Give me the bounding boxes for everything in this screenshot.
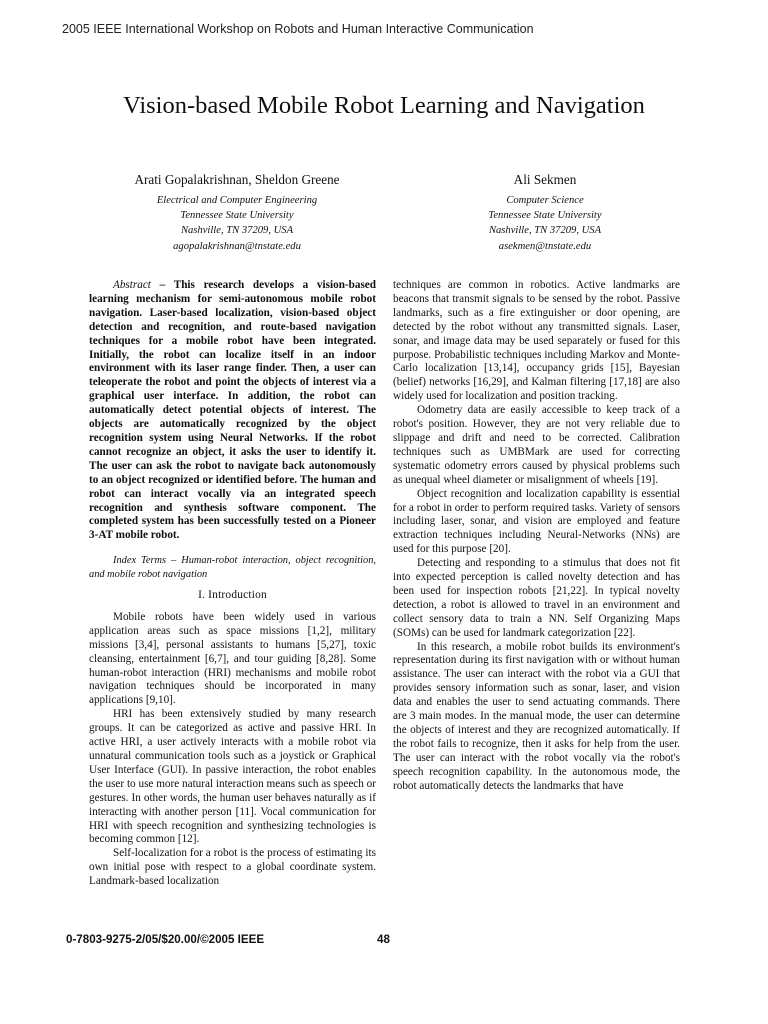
right-column: [393, 279, 680, 794]
paragraph: techniques are common in robotics. Active landmarks are beacons that transmit signals to be sensed by the robot. Passive landmarks, such as a fire extinguisher or door opening, are detected by the robot without any transmitted signals. Laser, sonar, and image data may be used separately or fused for this purpose. Probabilistic techniques including Markov and Monte-Carlo localization [13,14], occupancy grids [15], Bayesian (belief) networks [16,29], and Kalman filtering [17,18] are also widely used for localization and position tracking.: [393, 279, 680, 403]
abstract-lead: Abstract: [113, 279, 151, 291]
footer-isbn: 0-7803-9275-2/05/$20.00/©2005 IEEE: [66, 933, 265, 946]
author-email: agopalakrishnan@tnstate.edu: [173, 241, 301, 252]
paragraph: Mobile robots have been widely used in various application areas such as space missions [1,2], military missions [3,4], personal assistants to humans [5,27], toxic cleansing, entertainment [6,7], and tour guiding [8,28]. Some human-robot interaction (HRI) mechanisms and mobile robot navigation techniques should be incorporated in many applications [9,10].: [89, 610, 376, 707]
author-names: Arati Gopalakrishnan, Sheldon Greene: [134, 172, 340, 187]
page-number: 48: [377, 933, 390, 946]
author-location: Nashville, TN 37209, USA: [488, 225, 602, 236]
paragraph: Detecting and responding to a stimulus that does not fit into expected perception is called novelty detection and has been used for inspection robots [21,22]. In typical novelty detection, a robot is allowed to travel in an environment and collect sensory data to train a NN. Self Organizing Maps (SOMs) can be used for landmark categorization [22].: [393, 557, 680, 639]
conference-header: 2005 IEEE International Workshop on Robots and Human Interactive Communication: [62, 22, 534, 36]
paragraph: Self-localization for a robot is the process of estimating its own initial pose with respect to a global coordinate system. Landmark-based localization: [89, 847, 376, 888]
paragraph: Object recognition and localization capability is essential for a robot in order to perform required tasks. Variety of sensors including laser, sonar, and vision are employed and feature extraction techniques including Neural-Networks (NNs) are used for this purpose [20].: [393, 487, 680, 556]
abstract-text: – This research develops a vision-based learning mechanism for semi-autonomous mobile robot navigation. Laser-based localization, vision-based object detection and recognition, and route-based navigation techniques for a mobile robot have been integrated. Initially, the robot can localize itself in an indoor environment with its laser range finder. Then, a user can teleoperate the robot and point the objects of interest via a graphical user interface. In addition, the robot can automatically detect potential objects of interest. The objects are automatically recognized by the object recognition system using Neural Networks. If the robot cannot recognize an object, it asks the user to identify it. The user can ask the robot to navigate back autonomously to an object recognized or identified before. The human and robot can interact vocally via an integrated speech recognition and synthesis software component. The completed system has been successfully tested on a Pioneer 3-AT mobile robot.: [89, 279, 376, 542]
author-names: Ali Sekmen: [513, 172, 577, 187]
author-block-1: [100, 170, 374, 254]
paragraph: Odometry data are easily accessible to keep track of a robot's position. However, they are not very reliable due to slippage and drift and need to be corrected. Calibration techniques such as UMBMark are used for correcting systematic odometry errors caused by physical problems such as unequal wheel diameter or misalignment of wheels [19].: [393, 404, 680, 486]
author-department: Computer Science: [506, 195, 584, 206]
paper-title: Vision-based Mobile Robot Learning and Navigation: [123, 92, 645, 119]
paragraph: In this research, a mobile robot builds its environment's representation during its first navigation with or without human assistance. The user can interact with the robot via a GUI that provides sensory information such as sonar, laser, and vision data and enables the user to send actuating commands. There are 3 main modes. In the manual mode, the user can determine the objects of interest and they are recognized automatically. If the robot fails to recognize, then it asks for help from the user. The user can interact with the robot vocally via the robot's speech recognition capability. In the autonomous mode, the robot automatically detects the landmarks that have: [393, 640, 680, 792]
author-university: Tennessee State University: [180, 210, 294, 221]
section-heading-introduction: I. Introduction: [198, 589, 267, 602]
author-university: Tennessee State University: [488, 210, 602, 221]
author-block-2: [400, 170, 690, 254]
abstract: [89, 279, 376, 543]
author-department: Electrical and Computer Engineering: [156, 195, 318, 206]
author-email: asekmen@tnstate.edu: [498, 241, 592, 252]
left-column: [89, 279, 376, 889]
paragraph: HRI has been extensively studied by many research groups. It can be categorized as active and passive HRI. In active HRI, a user actively interacts with a mobile robot via unnatural communication tools such as a joystick or Graphical User Interface (GUI). In passive interaction, the robot enables the user to use more natural interaction means such as speech or gestures. In other words, the human user behaves naturally as if interacting with another person [11]. Vocal communication for HRI with speech recognition and synthesizing technologies is becoming common [12].: [89, 708, 376, 846]
index-terms: Index Terms – Human-robot interaction, object recognition, and mobile robot navigation: [89, 555, 376, 580]
author-location: Nashville, TN 37209, USA: [180, 225, 294, 236]
